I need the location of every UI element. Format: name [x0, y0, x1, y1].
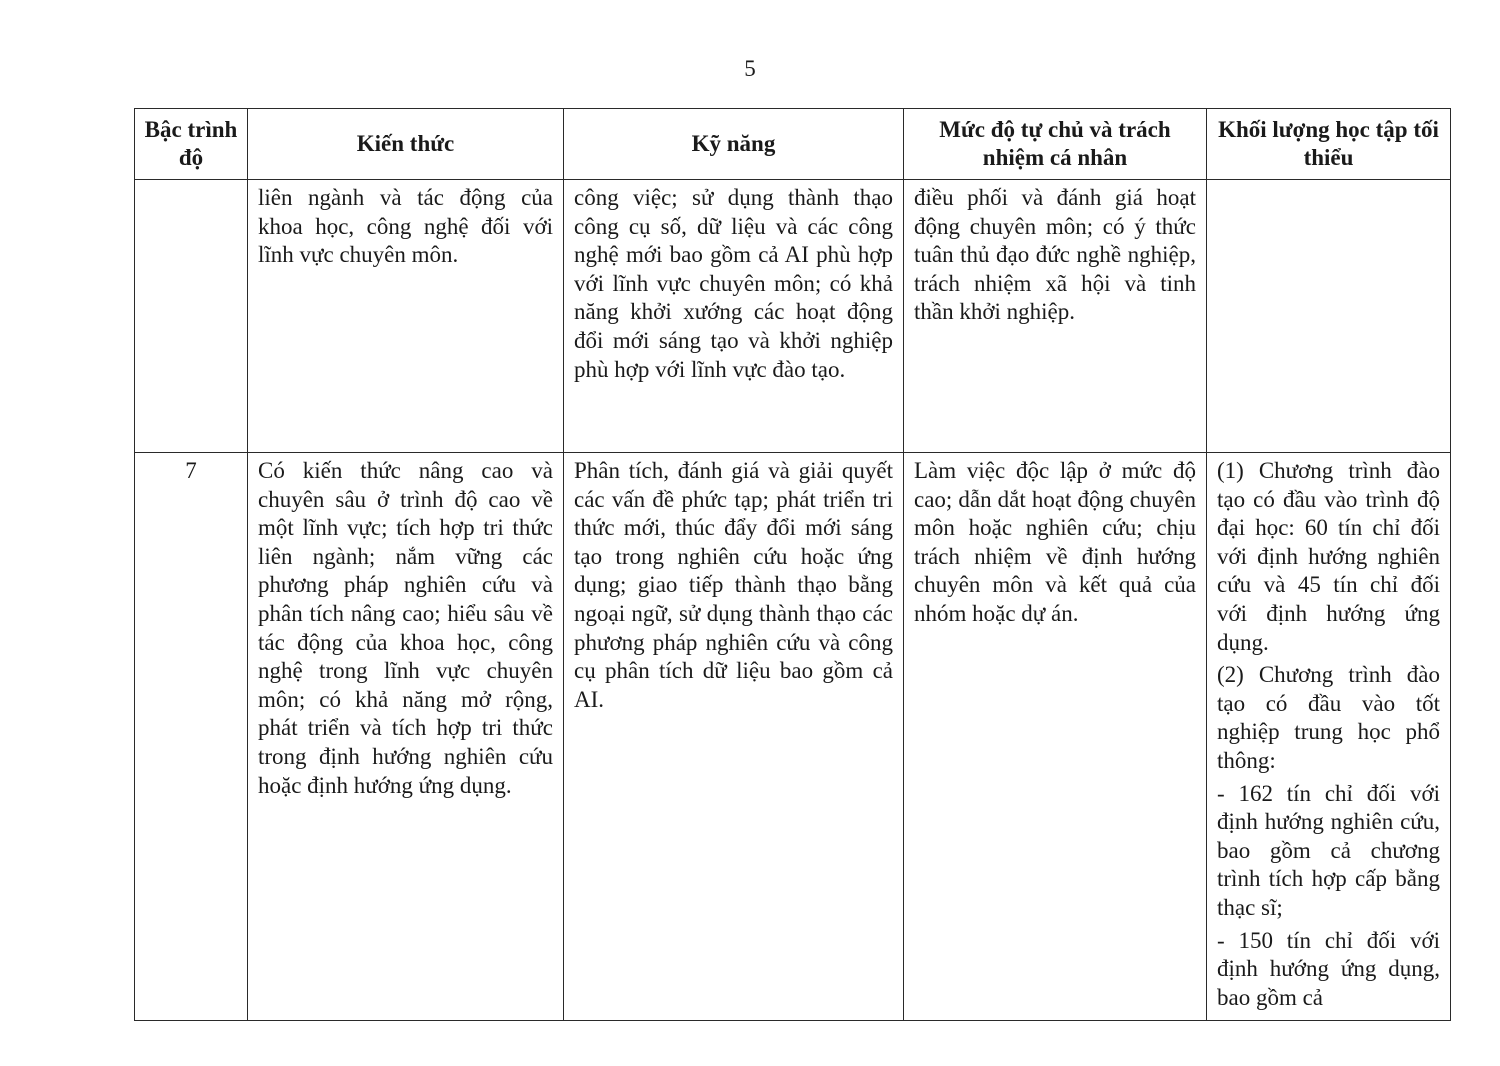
credits-paragraph: (2) Chương trình đào tạo có đầu vào tốt nghiệp trung học phổ thông:	[1217, 662, 1440, 773]
credits-cell	[1207, 180, 1451, 453]
credits-paragraph: - 162 tín chỉ đối với định hướng nghiên cứu, bao gồm cả chương trình tích hợp cấp bằng thạc sĩ;	[1217, 780, 1440, 920]
header-skills: Kỹ năng	[564, 109, 904, 180]
header-autonomy: Mức độ tự chủ và trách nhiệm cá nhân	[904, 109, 1207, 180]
table-row	[135, 180, 1451, 453]
skills-cell: Phân tích, đánh giá và giải quyết các vấn đề phức tạp; phát triển tri thức mới, thúc đẩy đổi mới sáng tạo trong nghiên cứu hoặc ứng dụng; giao tiếp thành thạo bằng ngoại ngữ, sử dụng thành thạo các phương pháp nghiên cứu và công cụ phân tích dữ liệu bao gồm cả AI.	[564, 453, 904, 1021]
knowledge-cell: Có kiến thức nâng cao và chuyên sâu ở trình độ cao về một lĩnh vực; tích hợp tri thức liên ngành; nắm vững các phương pháp nghiên cứu và phân tích nâng cao; hiểu sâu về tác động của khoa học, công nghệ trong lĩnh vực chuyên môn; có khả năng mở rộng, phát triển và tích hợp tri thức trong định hướng nghiên cứu hoặc định hướng ứng dụng.	[248, 453, 564, 1021]
qualification-table	[134, 108, 1451, 1021]
header-knowledge: Kiến thức	[248, 109, 564, 180]
header-level: Bậc trình độ	[135, 109, 248, 180]
autonomy-cell: điều phối và đánh giá hoạt động chuyên môn; có ý thức tuân thủ đạo đức nghề nghiệp, trách nhiệm xã hội và tinh thần khởi nghiệp.	[904, 180, 1207, 453]
credits-paragraph: (1) Chương trình đào tạo có đầu vào trình độ đại học: 60 tín chỉ đối với định hướng nghiên cứu và 45 tín chỉ đối với định hướng ứng dụng.	[1217, 458, 1440, 655]
credits-cell	[1207, 453, 1451, 1021]
table-header-row	[135, 109, 1451, 180]
credits-paragraph: - 150 tín chỉ đối với định hướng ứng dụng, bao gồm cả	[1217, 927, 1440, 1010]
header-credits: Khối lượng học tập tối thiểu	[1207, 109, 1451, 180]
skills-cell: công việc; sử dụng thành thạo công cụ số, dữ liệu và các công nghệ mới bao gồm cả AI phù hợp với lĩnh vực chuyên môn; có khả năng khởi xướng các hoạt động đổi mới sáng tạo và khởi nghiệp phù hợp với lĩnh vực đào tạo.	[564, 180, 904, 453]
table-row	[135, 453, 1451, 1021]
knowledge-cell: liên ngành và tác động của khoa học, công nghệ đối với lĩnh vực chuyên môn.	[248, 180, 564, 453]
autonomy-cell: Làm việc độc lập ở mức độ cao; dẫn dắt hoạt động chuyên môn hoặc nghiên cứu; chịu trách nhiệm về định hướng chuyên môn và kết quả của nhóm hoặc dự án.	[904, 453, 1207, 1021]
level-cell	[135, 180, 248, 453]
level-cell: 7	[135, 453, 248, 1021]
page-number: 5	[744, 56, 756, 81]
